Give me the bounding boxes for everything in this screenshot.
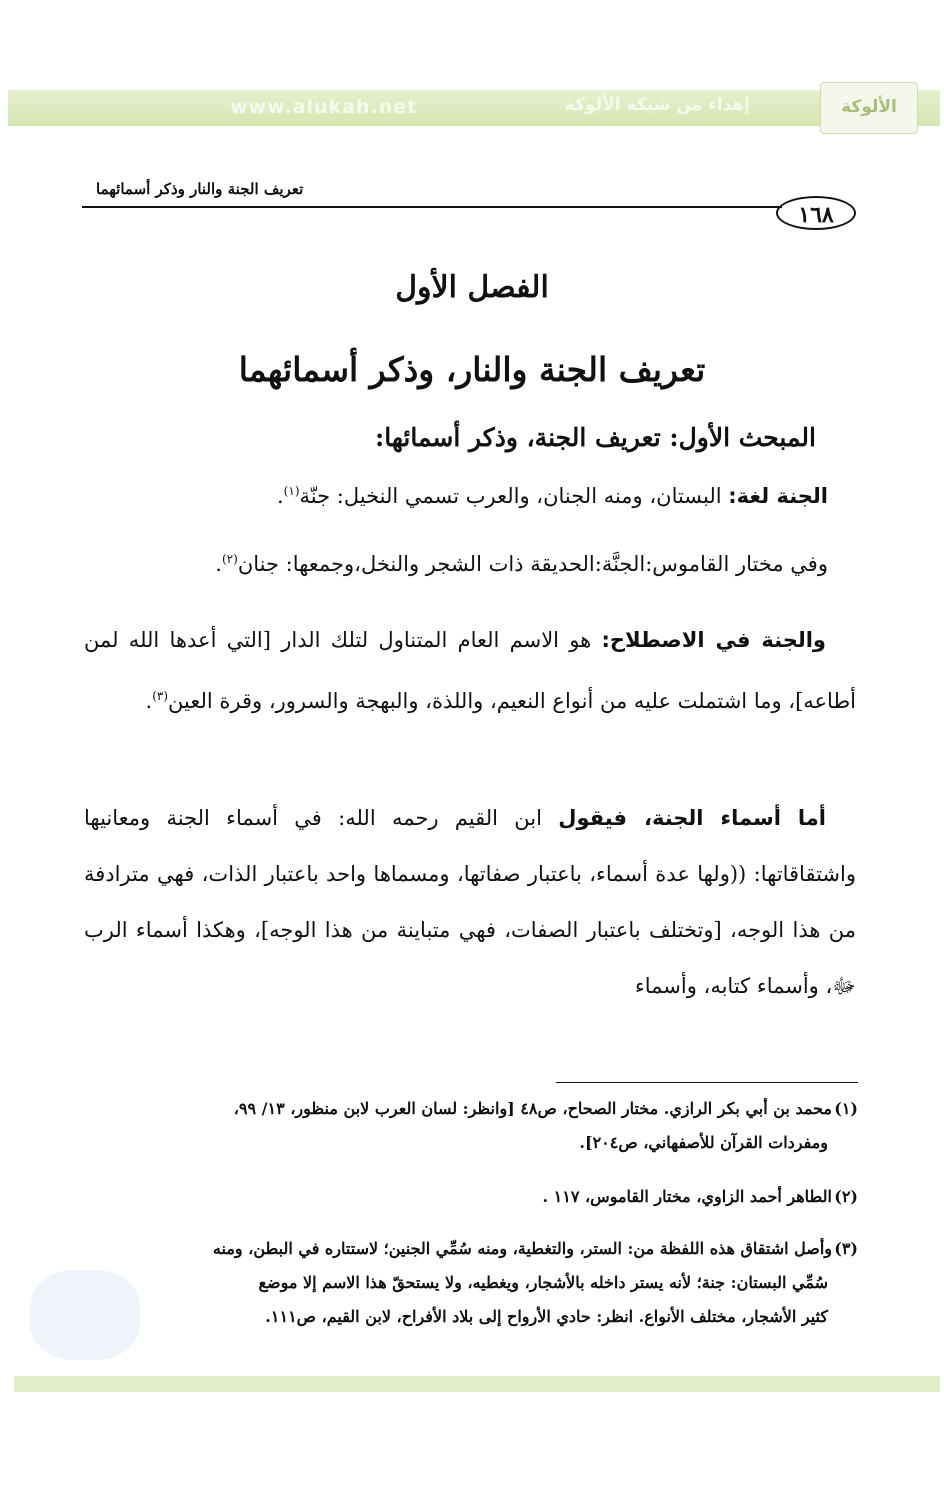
- banner-url[interactable]: www.alukah.net: [230, 96, 418, 118]
- paragraph-text: ابن القيم رحمه الله: في أسماء الجنة ومعانيها واشتقاقاتها: ((ولها عدة أسماء، باعتبار صفاتها، ومسماها واحد باعتبار الذات، فهي مترادفة من هذا الوجه، [وتختلف باعتبار الصفات، فهي متباينة من هذا الوجه]، وهكذا أسماء الرب ﷻ، وأسماء كتابه، وأسماء: [84, 806, 856, 998]
- footnote-ref[interactable]: (١): [283, 484, 300, 498]
- header-rule: [82, 206, 782, 208]
- term-label: أما أسماء الجنة، فيقول: [558, 806, 826, 830]
- footnote-text: وأصل اشتقاق هذه اللفظة من: الستر، والتغطية، ومنه سُمِّي الجنين؛ لاستتاره في البطن، ومنه: [212, 1239, 832, 1258]
- page-number: ١٦٨: [776, 196, 856, 230]
- footnote-number: (٣): [834, 1239, 858, 1258]
- paragraph-text: هو الاسم العام المتناول لتلك الدار [التي أعدها الله لمن أطاعه]، وما اشتملت عليه من أنواع النعيم، واللذة، والبهجة والسرور، وقرة العين: [84, 628, 856, 713]
- alukah-logo: [820, 82, 918, 134]
- footnote-text: سُمِّي البستان: جنة؛ لأنه يستر داخله بالأشجار، ويغطيه، ولا يستحقّ هذا الاسم إلا موضع: [258, 1273, 828, 1292]
- footnote-ref[interactable]: (٢): [221, 552, 238, 566]
- paragraph-qamus: [215, 552, 828, 576]
- corner-watermark: [30, 1270, 140, 1360]
- footer-band: [14, 1376, 940, 1392]
- paragraph-text: البستان، ومنه الجنان، والعرب تسمي النخيل: جنّة: [299, 484, 729, 508]
- footnote-text: ومفردات القرآن للأصفهاني، ص٢٠٤].: [579, 1133, 828, 1152]
- footnote-text: كثير الأشجار، مختلف الأنواع. انظر: حادي الأرواح إلى بلاد الأفراح، لابن القيم، ص١١١.: [265, 1307, 828, 1326]
- chapter-subtitle: تعريف الجنة والنار، وذكر أسمائهما: [238, 350, 706, 389]
- term-label: الجنة لغة:: [728, 484, 828, 508]
- footnote-3: [78, 1232, 858, 1334]
- section-heading: المبحث الأول: تعريف الجنة، وذكر أسمائها:: [375, 423, 816, 452]
- top-banner: [8, 90, 940, 126]
- logo-text: الألوكة: [841, 97, 897, 117]
- paragraph-text: وفي مختار القاموس:الجنَّة:الحديقة ذات الشجر والنخل،وجمعها: جنان: [237, 552, 828, 576]
- term-label: والجنة في الاصطلاح:: [601, 628, 826, 652]
- banner-gift-text: إهداء من شبكة الألوكة: [564, 95, 750, 115]
- paragraph-names: [84, 790, 856, 1014]
- footnote-text: محمد بن أبي بكر الرازي. مختار الصحاح، ص٤٨ [وانظر: لسان العرب لابن منظور، ١٣/ ٩٩،: [233, 1099, 832, 1118]
- paragraph-jannah-language: [277, 484, 828, 508]
- paragraph-terminology: [84, 612, 856, 729]
- footnote-number: (١): [834, 1099, 858, 1118]
- punct: .: [276, 484, 284, 508]
- footnote-1: [78, 1092, 858, 1160]
- footnote-number: (٢): [834, 1187, 858, 1206]
- footnote-text: الطاهر أحمد الزاوي، مختار القاموس، ١١٧ .: [542, 1187, 832, 1206]
- punct: .: [145, 689, 153, 713]
- footnote-rule: [556, 1082, 858, 1083]
- chapter-title: الفصل الأول: [395, 270, 549, 305]
- footnote-2: [78, 1180, 858, 1214]
- punct: .: [215, 552, 222, 576]
- footnote-ref[interactable]: (٣): [152, 689, 169, 703]
- running-title: تعريف الجنة والنار وذكر أسمائهما: [96, 180, 304, 198]
